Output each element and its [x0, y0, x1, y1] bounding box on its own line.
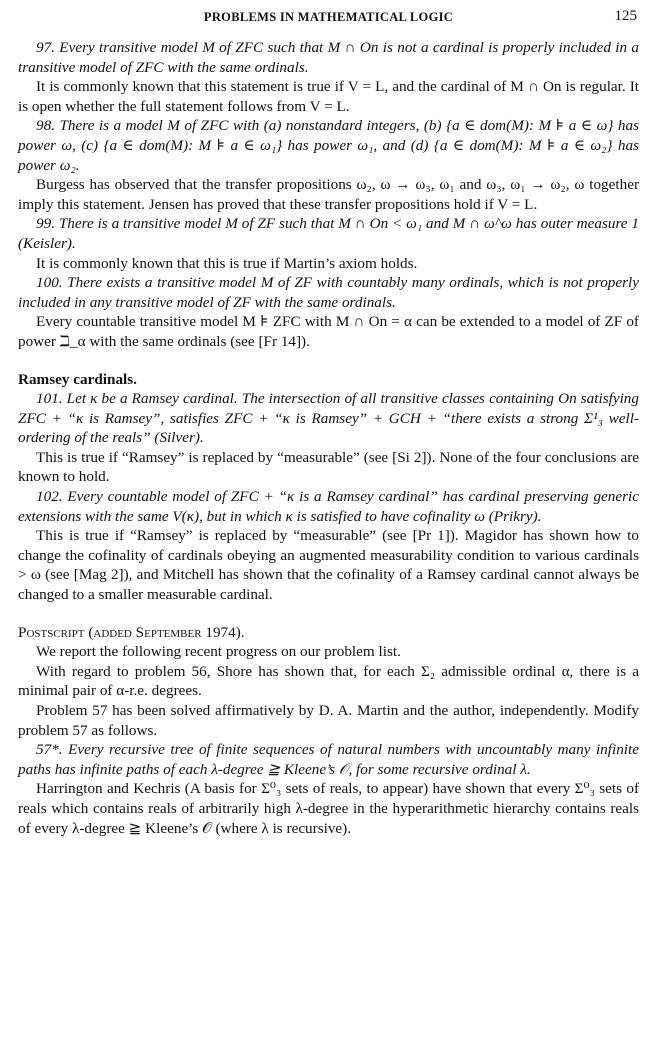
postscript-problem-56: With regard to problem 56, Shore has shown that, for each Σ₂ admissible ordinal α, there is a minimal pair of α-r.e. degrees.: [18, 662, 639, 700]
ramsey-cardinals-heading: Ramsey cardinals.: [18, 370, 137, 388]
running-title: PROBLEMS IN MATHEMATICAL LOGIC: [203, 10, 454, 24]
problem-97-comment: It is commonly known that this statement is true if V = L, and the cardinal of M ∩ On is regular. It is open whether the full statement follows from V = L.: [18, 78, 639, 115]
running-head: [18, 6, 639, 28]
problem-98-statement: 98. There is a model M of ZFC with (a) nonstandard integers, (b) {a ∈ dom(M): M ⊧ a ∈ ω} has power ω, (c) {a ∈ dom(M): M ⊧ a ∈ ω₁} has power ω₁, and (d) {a ∈ dom(M): M ⊧ a ∈ ω₂} has power ω₂.: [18, 117, 639, 174]
problem-101-statement: 101. Let κ be a Ramsey cardinal. The intersection of all transitive classes containing On satisfying ZFC + “κ is Ramsey”, satisfies ZFC + “κ is Ramsey” + GCH + “there exists a strong Σ¹₃ well-ordering of the reals” (Silver).: [18, 390, 639, 447]
postscript-intro: We report the following recent progress on our problem list.: [36, 643, 401, 661]
page-number: 125: [614, 8, 637, 24]
problem-100-statement: 100. There exists a transitive model M of ZF with countably many ordinals, which is not properly included in any transitive model of ZF with the same ordinals.: [18, 274, 639, 311]
problem-100-comment: Every countable transitive model M ⊧ ZFC with M ∩ On = α can be extended to a model of ZF of power ℶ_α with the same ordinals (see [Fr 14]).: [18, 313, 639, 350]
postscript-problem-57: Problem 57 has been solved affirmatively by D. A. Martin and the author, independently. Modify problem 57 as follows.: [18, 702, 639, 739]
page-body: [18, 38, 639, 838]
problem-98-comment: Burgess has observed that the transfer propositions ω₂, ω → ω₃, ω₁ and ω₃, ω₁ → ω₂, ω together imply this statement. Jensen has proved that these transfer propositions hold if V = L.: [18, 176, 639, 213]
problem-97-statement: 97. Every transitive model M of ZFC such that M ∩ On is not a cardinal is properly included in a transitive model of ZFC with the same ordinals.: [18, 39, 639, 76]
problem-101-comment: This is true if “Ramsey” is replaced by “measurable” (see [Si 2]). None of the four conclusions are known to hold.: [18, 448, 639, 486]
problem-102-statement: 102. Every countable model of ZFC + “κ is a Ramsey cardinal” has cardinal preserving generic extensions with the same V(κ), but in which κ is satisfied to have cofinality ω (Prikry).: [18, 488, 639, 525]
problem-99-statement: 99. There is a transitive model M of ZF such that M ∩ On < ω₁ and M ∩ ω^ω has outer measure 1 (Keisler).: [18, 215, 639, 252]
problem-57-star-statement: 57*. Every recursive tree of finite sequences of natural numbers with uncountably many infinite paths has infinite paths of each λ-degree ≧ Kleene’s 𝒪, for some recursive ordinal λ.: [18, 741, 639, 778]
postscript-harrington-kechris: Harrington and Kechris (A basis for Σ⁰₃ sets of reals, to appear) have shown that every Σ⁰₃ sets of reals which contains reals of arbitrarily high λ-degree in the hyperarithmetic hierarchy contains reals of every λ-degree ≧ Kleene’s 𝒪 (where λ is recursive).: [18, 780, 639, 837]
problem-99-comment: It is commonly known that this is true if Martin’s axiom holds.: [36, 254, 418, 272]
postscript-heading: Postscript (added September 1974).: [18, 623, 245, 641]
problem-102-comment: This is true if “Ramsey” is replaced by “measurable” (see [Pr 1]). Magidor has shown how to change the cofinality of cardinals obeying an augmented measurability condition to various cardinals > ω (see [Mag 2]), and Mitchell has shown that the cofinality of a Ramsey cardinal cannot always be changed to a smaller measurable cardinal.: [18, 527, 639, 604]
